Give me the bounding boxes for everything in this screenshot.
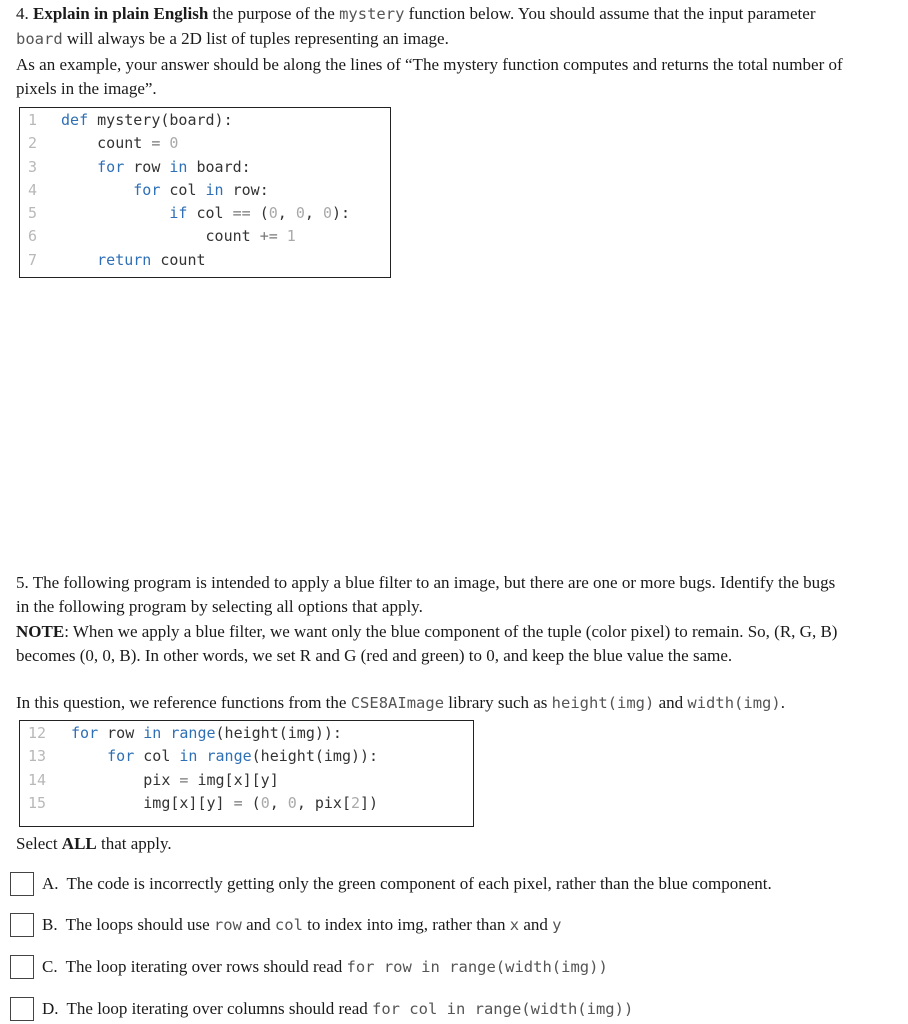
code-line xyxy=(20,202,390,225)
code-text: for row in board: xyxy=(97,157,251,176)
code-text: count += 1 xyxy=(205,227,296,246)
code-text: pix = img[x][y] xyxy=(143,770,279,789)
q4-text: will always be a 2D list of tuples representing an image. xyxy=(62,29,449,48)
q4-text: the purpose of the xyxy=(208,4,340,23)
q5-ref-height: height(img) xyxy=(551,694,655,712)
code-line xyxy=(20,722,473,745)
option-c[interactable] xyxy=(10,953,608,981)
q4-bold-intro: Explain in plain English xyxy=(33,4,209,23)
option-text: The code is incorrectly getting only the green component of each pixel, rather than the blue component. xyxy=(66,874,772,893)
q4-param: board xyxy=(16,30,63,48)
code-text: img[x][y] = (0, 0, pix[2]) xyxy=(143,793,379,812)
code-text: count = 0 xyxy=(97,134,179,153)
q4-prompt-line1 xyxy=(16,2,816,26)
code-line xyxy=(20,769,473,792)
q4-fn-name: mystery xyxy=(339,5,405,23)
line-number: 14 xyxy=(28,770,47,789)
option-letter: B. xyxy=(42,915,58,934)
q5-note-line2: becomes (0, 0, B). In other words, we set R and G (red and green) to 0, and keep the blue value the same. xyxy=(16,646,733,665)
option-a[interactable] xyxy=(10,870,772,898)
line-number: 2 xyxy=(28,134,38,153)
q5-prompt-line2: in the following program by selecting all options that apply. xyxy=(16,597,423,616)
option-text: The loops should use row and col to index into img, rather than x and y xyxy=(65,915,562,934)
option-d[interactable] xyxy=(10,995,633,1023)
line-number: 4 xyxy=(28,180,38,199)
checkbox[interactable] xyxy=(10,955,34,979)
line-number: 6 xyxy=(28,227,38,246)
option-text: The loop iterating over rows should read for row in range(width(img)) xyxy=(65,957,608,976)
q4-code-block xyxy=(19,107,391,278)
line-number: 3 xyxy=(28,157,38,176)
q5-note-line1 xyxy=(16,620,837,644)
code-text: for col in range(height(img)): xyxy=(107,747,379,766)
code-line xyxy=(20,156,390,179)
option-text: The loop iterating over columns should read for col in range(width(img)) xyxy=(66,999,634,1018)
q4-number: 4. xyxy=(16,4,29,23)
line-number: 5 xyxy=(28,204,38,223)
code-line xyxy=(20,109,390,132)
code-line xyxy=(20,249,390,272)
q5-select-text: that apply. xyxy=(96,834,172,853)
q5-code-block xyxy=(19,720,474,827)
q5-note-text: : When we apply a blue filter, we want only the blue component of the tuple (color pixel) to remain. So, (R, G, B) xyxy=(64,622,838,641)
code-text: return count xyxy=(97,250,206,269)
code-line xyxy=(20,745,473,768)
q5-note-label: NOTE xyxy=(16,622,65,641)
line-number: 1 xyxy=(28,111,38,129)
checkbox[interactable] xyxy=(10,913,34,937)
q5-reference-line xyxy=(16,691,785,715)
code-text: def mystery(board): xyxy=(61,111,233,129)
checkbox[interactable] xyxy=(10,997,34,1021)
q5-select-bold: ALL xyxy=(61,834,97,853)
q5-ref-width: width(img) xyxy=(687,694,781,712)
line-number: 13 xyxy=(28,747,47,766)
q5-select-text: Select xyxy=(16,834,62,853)
code-text: for col in row: xyxy=(133,180,269,199)
q5-prompt-line1: 5. The following program is intended to apply a blue filter to an image, but there are one or more bugs. Identify the bugs xyxy=(16,573,836,592)
code-line xyxy=(20,132,390,155)
q5-select-instruction xyxy=(16,832,172,856)
q4-text: function below. You should assume that the input parameter xyxy=(404,4,816,23)
code-line xyxy=(20,792,473,815)
q5-ref-text: library such as xyxy=(444,693,552,712)
q4-example-line2: pixels in the image”. xyxy=(16,79,157,98)
option-letter: D. xyxy=(42,999,59,1018)
option-letter: C. xyxy=(42,957,58,976)
option-b[interactable] xyxy=(10,911,561,939)
checkbox[interactable] xyxy=(10,872,34,896)
q5-ref-text: In this question, we reference functions from the xyxy=(16,693,351,712)
code-line xyxy=(20,225,390,248)
option-letter: A. xyxy=(42,874,59,893)
q5-ref-text: and xyxy=(654,693,688,712)
line-number: 15 xyxy=(28,793,47,812)
line-number: 7 xyxy=(28,250,38,269)
q4-prompt-line2 xyxy=(16,27,449,51)
code-text: for row in range(height(img)): xyxy=(71,724,342,742)
q4-example-line1: As an example, your answer should be along the lines of “The mystery function computes and returns the total number of xyxy=(16,55,843,74)
q5-ref-text: . xyxy=(780,693,785,712)
line-number: 12 xyxy=(28,724,47,742)
q5-ref-lib: CSE8AImage xyxy=(350,694,445,712)
code-text: if col == (0, 0, 0): xyxy=(169,204,351,223)
code-line xyxy=(20,179,390,202)
